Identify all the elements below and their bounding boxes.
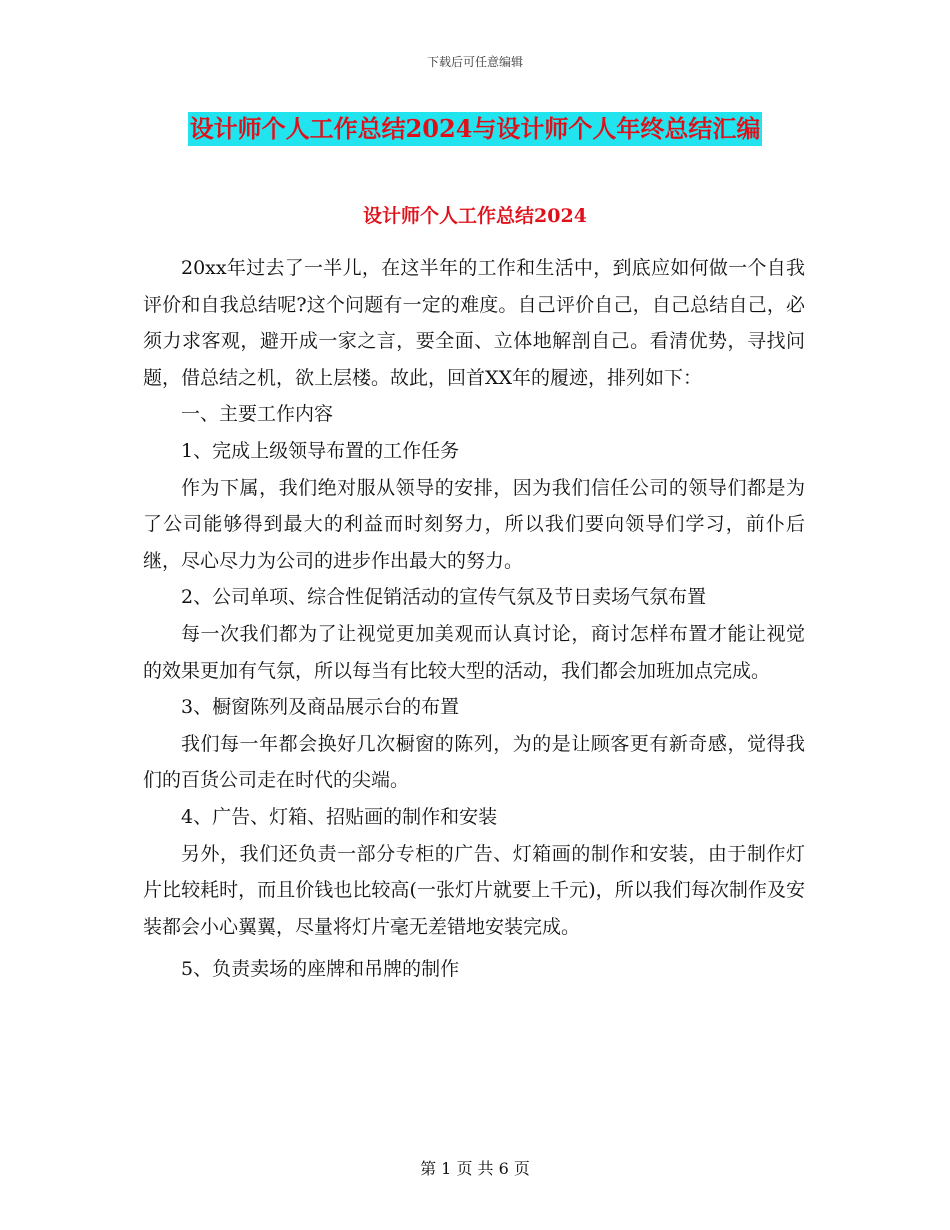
item-heading-2: 2、公司单项、综合性促销活动的宣传气氛及节日卖场气氛布置 xyxy=(181,586,707,609)
paragraph-intro: 20xx年过去了一半儿，在这半年的工作和生活中，到底应如何做一个自我评价和自我总结呢?这个问题有一定的难度。自己评价自己，自己总结自己，必须力求客观，避开成一家之言，要全面、立体地解剖自己。看清优势，寻找问题，借总结之机，欲上层楼。故此，回首XX年的履迹，排列如下： xyxy=(143,257,805,389)
main-title-container xyxy=(0,112,950,146)
main-title: 设计师个人工作总结2024与设计师个人年终总结汇编 xyxy=(188,112,763,146)
item-heading-5: 5、负责卖场的座牌和吊牌的制作 xyxy=(181,958,460,981)
section-title: 设计师个人工作总结2024 xyxy=(363,205,587,227)
item-heading-3: 3、橱窗陈列及商品展示台的布置 xyxy=(181,696,460,719)
paragraph-item-2: 每一次我们都为了让视觉更加美观而认真讨论，商讨怎样布置才能让视觉的效果更加有气氛，所以每当有比较大型的活动，我们都会加班加点完成。 xyxy=(143,622,805,682)
section-heading-main-work: 一、主要工作内容 xyxy=(181,403,334,426)
item-heading-1: 1、完成上级领导布置的工作任务 xyxy=(181,439,460,462)
paragraph-item-3: 我们每一年都会换好几次橱窗的陈列，为的是让顾客更有新奇感，觉得我们的百货公司走在时代的尖端。 xyxy=(143,732,805,792)
paragraph-item-1: 作为下属，我们绝对服从领导的安排，因为我们信任公司的领导们都是为了公司能够得到最大的利益而时刻努力，所以我们要向领导们学习，前仆后继，尽心尽力为公司的进步作出最大的努力。 xyxy=(143,476,805,572)
document-body xyxy=(143,250,805,988)
page-number: 第 1 页 共 6 页 xyxy=(420,1159,530,1178)
header-note: 下载后可任意编辑 xyxy=(426,55,523,69)
item-heading-4: 4、广告、灯箱、招贴画的制作和安装 xyxy=(181,805,498,828)
paragraph-item-4: 另外，我们还负责一部分专柜的广告、灯箱画的制作和安装，由于制作灯片比较耗时，而且价钱也比较高(一张灯片就要上千元)，所以我们每次制作及安装都会小心翼翼，尽量将灯片毫无差错地安装完成。 xyxy=(143,842,805,938)
